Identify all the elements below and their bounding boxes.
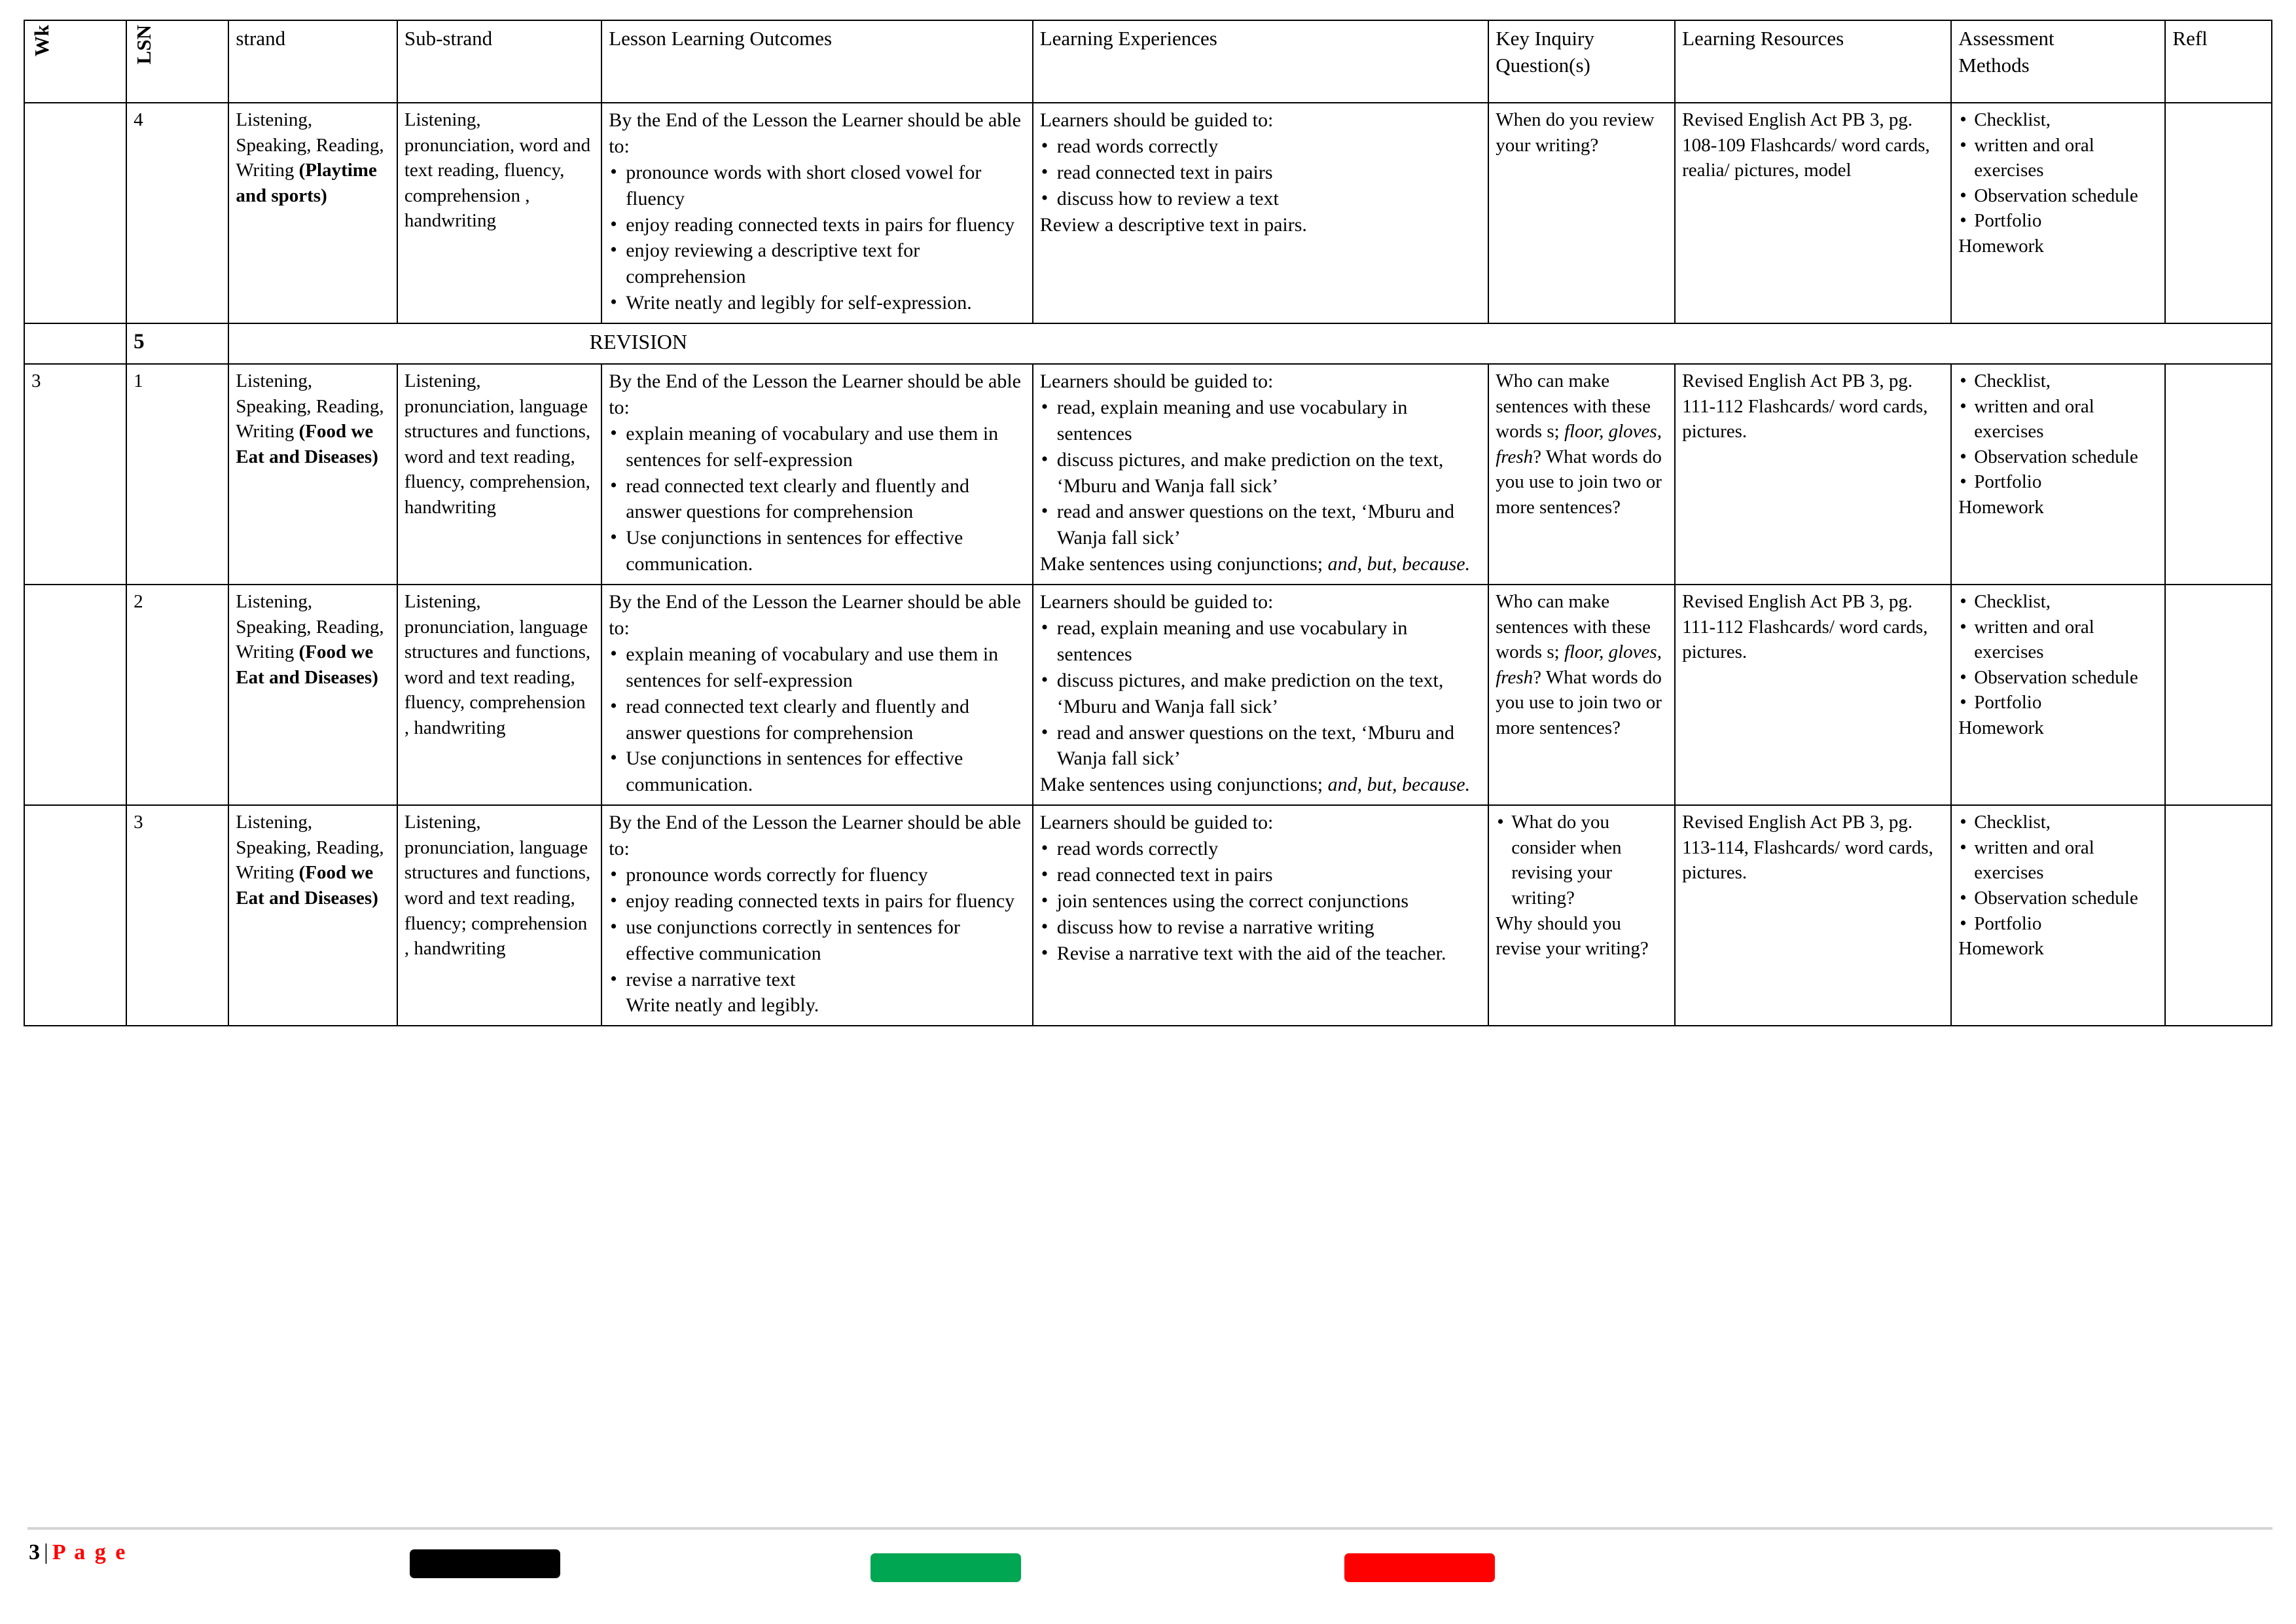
cell-reflection: [2165, 364, 2272, 585]
lex-tail-plain: Make sentences using conjunctions;: [1039, 774, 1328, 796]
assessment-bullet: • Portfolio: [1958, 911, 2158, 937]
column-header-sub-strand: [397, 20, 601, 103]
lex-tail-italic: and, but, because.: [1327, 553, 1471, 575]
cell-key-inquiry-question: [1488, 805, 1675, 1026]
cell-wk: [24, 103, 126, 323]
llo-intro: By the End of the Lesson the Learner should be able to:: [609, 591, 1021, 640]
assessment-tail: Homework: [1958, 717, 2044, 738]
lex-bullet: • read and answer questions on the text, ‘Mburu and Wanja fall sick’: [1040, 499, 1482, 551]
lex-bullet: • read, explain meaning and use vocabulary in sentences: [1040, 615, 1482, 668]
strand-bold: (Food we Eat and Diseases): [236, 862, 378, 909]
column-header-llo-label: Lesson Learning Outcomes: [609, 27, 833, 50]
cell-wk: [24, 323, 126, 364]
header-row: [24, 20, 2272, 103]
llo-bullet: • pronounce words with short closed vowel for fluency: [609, 160, 1026, 212]
kiq-plain-2: ?: [1533, 446, 1542, 467]
footer-bar-green: [870, 1553, 1021, 1582]
column-header-sub-strand-label: Sub-strand: [404, 27, 493, 50]
column-header-wk-label: Wk: [30, 25, 53, 57]
footer-bar-black: [410, 1549, 560, 1578]
cell-sub-strand: Listening, pronunciation, word and text reading, fluency, comprehension , handwriting: [397, 103, 601, 323]
footer-divider: [27, 1527, 2272, 1530]
llo-bullet: • revise a narrative text: [609, 967, 1026, 993]
cell-lsn: 5: [126, 323, 228, 364]
table-row-revision: [24, 323, 2272, 364]
kiq-plain-3: What words do you use to join two or more sentences?: [1496, 446, 1662, 518]
lex-bullet: • discuss pictures, and make prediction on the text, ‘Mburu and Wanja fall sick’: [1040, 447, 1482, 499]
cell-wk: 3: [24, 364, 126, 585]
table-body: [24, 103, 2272, 1026]
cell-lesson-learning-outcomes: [601, 364, 1033, 585]
assessment-bullet-list: [1958, 369, 2158, 495]
cell-key-inquiry-question: [1488, 364, 1675, 585]
cell-assessment-methods: [1951, 364, 2165, 585]
llo-bullet: • Write neatly and legibly for self-expression.: [609, 290, 1026, 316]
llo-bullet: • enjoy reading connected texts in pairs for fluency: [609, 212, 1026, 238]
column-header-reflection: [2165, 20, 2272, 103]
assessment-bullet: • written and oral exercises: [1958, 133, 2158, 183]
assessment-bullet: • Checklist,: [1958, 369, 2158, 394]
llo-intro: By the End of the Lesson the Learner should be able to:: [609, 812, 1021, 860]
cell-key-inquiry-question: When do you review your writing?: [1488, 103, 1675, 323]
llo-tail: Write neatly and legibly.: [626, 994, 819, 1017]
cell-strand: [228, 585, 397, 805]
cell-lsn: 3: [126, 805, 228, 1026]
assessment-bullet: • Observation schedule: [1958, 665, 2158, 691]
strand-plain: Listening, Speaking, Reading, Writing: [236, 370, 384, 442]
llo-bullet-list: [609, 421, 1026, 577]
strand-bold: (Food we Eat and Diseases): [236, 421, 378, 467]
cell-learning-resources: Revised English Act PB 3, pg. 113-114, Flashcards/ word cards, pictures.: [1675, 805, 1951, 1026]
llo-bullet: • enjoy reviewing a descriptive text for comprehension: [609, 238, 1026, 290]
table-row: [24, 585, 2272, 805]
lex-bullet: • read words correctly: [1040, 134, 1482, 160]
cell-lsn: 1: [126, 364, 228, 585]
cell-assessment-methods: [1951, 585, 2165, 805]
assessment-bullet: • Observation schedule: [1958, 183, 2158, 209]
column-header-wk: [24, 20, 126, 103]
assessment-bullet: • written and oral exercises: [1958, 835, 2158, 886]
assessment-bullet: • Observation schedule: [1958, 886, 2158, 911]
cell-learning-experiences: [1033, 364, 1489, 585]
strand-plain: Listening, Speaking, Reading, Writing: [236, 812, 384, 884]
cell-learning-experiences: [1033, 805, 1489, 1026]
column-header-assessment-methods: [1951, 20, 2165, 103]
llo-bullet: • use conjunctions correctly in sentences for effective communication: [609, 914, 1026, 967]
cell-wk: [24, 805, 126, 1026]
lex-bullet: • discuss how to revise a narrative writing: [1040, 914, 1482, 941]
cell-assessment-methods: [1951, 805, 2165, 1026]
column-header-strand: [228, 20, 397, 103]
lex-bullet-list: [1040, 395, 1482, 551]
lex-tail: Review a descriptive text in pairs.: [1039, 213, 1307, 236]
assessment-bullet: • Checklist,: [1958, 589, 2158, 615]
cell-learning-experiences: [1033, 103, 1489, 323]
lex-intro: Learners should be guided to:: [1039, 109, 1274, 131]
lex-bullet: • join sentences using the correct conjunctions: [1040, 888, 1482, 914]
table-header: [24, 20, 2272, 103]
lex-tail-italic: and, but, because.: [1327, 774, 1471, 796]
llo-bullet-list: [609, 862, 1026, 992]
cell-revision: [228, 323, 2272, 364]
table-row: [24, 805, 2272, 1026]
cell-reflection: [2165, 103, 2272, 323]
cell-learning-resources: Revised English Act PB 3, pg. 111-112 Flashcards/ word cards, pictures.: [1675, 364, 1951, 585]
assessment-bullet: • Portfolio: [1958, 208, 2158, 234]
assessment-bullet: • Portfolio: [1958, 469, 2158, 495]
lex-bullet: • discuss pictures, and make prediction on the text, ‘Mburu and Wanja fall sick’: [1040, 668, 1482, 720]
page-number-value: 3: [29, 1540, 40, 1564]
cell-strand: [228, 805, 397, 1026]
page-number: [29, 1540, 127, 1565]
lex-bullet: • read and answer questions on the text, ‘Mburu and Wanja fall sick’: [1040, 720, 1482, 772]
column-header-refl-label: Refl: [2172, 27, 2208, 50]
assessment-bullet: • Checklist,: [1958, 107, 2158, 133]
cell-strand: [228, 103, 397, 323]
llo-intro: By the End of the Lesson the Learner should be able to:: [609, 109, 1021, 157]
column-header-kiq-line2: Question(s): [1496, 54, 1590, 77]
kiq-plain-1: Who can make sentences with these words s;: [1496, 370, 1651, 442]
assessment-bullet: • written and oral exercises: [1958, 394, 2158, 444]
lex-bullet: • Revise a narrative text with the aid of the teacher.: [1040, 941, 1482, 967]
lex-intro: Learners should be guided to:: [1039, 370, 1274, 392]
cell-sub-strand: Listening, pronunciation, language structures and functions, word and text reading, fluency, comprehension, handwriting: [397, 364, 601, 585]
cell-lesson-learning-outcomes: [601, 805, 1033, 1026]
column-header-kiq-line1: Key Inquiry: [1496, 27, 1594, 50]
llo-bullet: • explain meaning of vocabulary and use them in sentences for self-expression: [609, 641, 1026, 694]
kiq-italic: floor, gloves, fresh: [1496, 641, 1662, 688]
column-header-lsn-label: LSN: [132, 25, 156, 65]
column-header-lex-label: Learning Experiences: [1039, 27, 1217, 50]
kiq-plain-1: Who can make sentences with these words s;: [1496, 591, 1651, 663]
llo-bullet: • pronounce words correctly for fluency: [609, 862, 1026, 888]
column-header-key-inquiry-questions: [1488, 20, 1675, 103]
llo-intro: By the End of the Lesson the Learner should be able to:: [609, 370, 1021, 418]
kiq-plain-2: ?: [1533, 666, 1542, 688]
column-header-learning-experiences: [1033, 20, 1489, 103]
lex-intro: Learners should be guided to:: [1039, 812, 1274, 834]
assessment-bullet: • Observation schedule: [1958, 444, 2158, 470]
scheme-of-work-table: [24, 20, 2272, 1026]
lex-bullet: • read connected text in pairs: [1040, 862, 1482, 888]
assessment-tail: Homework: [1958, 938, 2044, 960]
lex-bullet: • read words correctly: [1040, 836, 1482, 862]
cell-assessment-methods: [1951, 103, 2165, 323]
cell-lsn: 4: [126, 103, 228, 323]
cell-learning-experiences: [1033, 585, 1489, 805]
footer-content: [24, 1540, 2272, 1593]
column-header-asm-line2: Methods: [1958, 54, 2030, 77]
lex-bullet-list: [1040, 134, 1482, 212]
page-footer: [24, 1500, 2272, 1624]
cell-reflection: [2165, 585, 2272, 805]
column-header-lsn: [126, 20, 228, 103]
cell-reflection: [2165, 805, 2272, 1026]
lex-bullet: • discuss how to review a text: [1040, 186, 1482, 212]
lex-tail: [1040, 551, 1482, 577]
cell-lsn: 2: [126, 585, 228, 805]
llo-bullet: • read connected text clearly and fluently and answer questions for comprehension: [609, 473, 1026, 526]
assessment-bullet-list: [1958, 589, 2158, 715]
table-row: [24, 103, 2272, 323]
strand-plain: Listening, Speaking, Reading, Writing: [236, 591, 384, 663]
column-header-strand-label: strand: [236, 27, 286, 50]
strand-bold: (Food we Eat and Diseases): [236, 641, 378, 688]
lex-intro: Learners should be guided to:: [1039, 591, 1274, 613]
lex-bullet-list: [1040, 836, 1482, 966]
footer-bar-red: [1344, 1553, 1495, 1582]
llo-bullet: • Use conjunctions in sentences for effective communication.: [609, 746, 1026, 798]
cell-lesson-learning-outcomes: [601, 585, 1033, 805]
column-header-lres-label: Learning Resources: [1682, 27, 1844, 50]
lex-tail: [1040, 772, 1482, 798]
assessment-bullet: • written and oral exercises: [1958, 615, 2158, 665]
assessment-bullet: • Checklist,: [1958, 810, 2158, 835]
lex-bullet: • read, explain meaning and use vocabulary in sentences: [1040, 395, 1482, 447]
table-row: [24, 364, 2272, 585]
page-number-separator: |: [44, 1540, 48, 1564]
strand-bold: (Playtime and sports): [236, 160, 377, 206]
kiq-italic: floor, gloves, fresh: [1496, 421, 1662, 467]
llo-bullet: • enjoy reading connected texts in pairs for fluency: [609, 888, 1026, 914]
page-number-word: P a g e: [52, 1540, 128, 1564]
assessment-tail: Homework: [1958, 496, 2044, 518]
cell-sub-strand: Listening, pronunciation, language structures and functions, word and text reading, fluency; comprehension , handwriting: [397, 805, 601, 1026]
cell-wk: [24, 585, 126, 805]
assessment-bullet-list: [1958, 810, 2158, 936]
assessment-bullet: • Portfolio: [1958, 690, 2158, 715]
llo-bullet: • explain meaning of vocabulary and use them in sentences for self-expression: [609, 421, 1026, 473]
llo-bullet-list: [609, 641, 1026, 798]
cell-strand: [228, 364, 397, 585]
lex-tail-plain: Make sentences using conjunctions;: [1039, 553, 1328, 575]
llo-bullet: • Use conjunctions in sentences for effective communication.: [609, 525, 1026, 577]
llo-bullet: • read connected text clearly and fluently and answer questions for comprehension: [609, 694, 1026, 746]
lex-bullet: • read connected text in pairs: [1040, 160, 1482, 186]
assessment-tail: Homework: [1958, 235, 2044, 257]
assessment-bullet-list: [1958, 107, 2158, 234]
kiq-bullet: • What do you consider when revising your writing?: [1496, 810, 1668, 911]
cell-learning-resources: Revised English Act PB 3, pg. 111-112 Flashcards/ word cards, pictures.: [1675, 585, 1951, 805]
kiq-tail: Why should you revise your writing?: [1496, 912, 1649, 960]
lex-bullet-list: [1040, 615, 1482, 772]
column-header-lesson-learning-outcomes: [601, 20, 1033, 103]
revision-label: REVISION: [589, 330, 687, 354]
cell-sub-strand: Listening, pronunciation, language structures and functions, word and text reading, fluency, comprehension , handwriting: [397, 585, 601, 805]
column-header-asm-line1: Assessment: [1958, 27, 2054, 50]
kiq-bullet-list: [1496, 810, 1668, 911]
column-header-learning-resources: [1675, 20, 1951, 103]
llo-bullet-list: [609, 160, 1026, 316]
cell-key-inquiry-question: [1488, 585, 1675, 805]
kiq-plain-3: What words do you use to join two or more sentences?: [1496, 666, 1662, 738]
strand-plain: Listening, Speaking, Reading, Writing: [236, 109, 384, 181]
cell-learning-resources: Revised English Act PB 3, pg. 108-109 Flashcards/ word cards, realia/ pictures, model: [1675, 103, 1951, 323]
cell-lesson-learning-outcomes: [601, 103, 1033, 323]
